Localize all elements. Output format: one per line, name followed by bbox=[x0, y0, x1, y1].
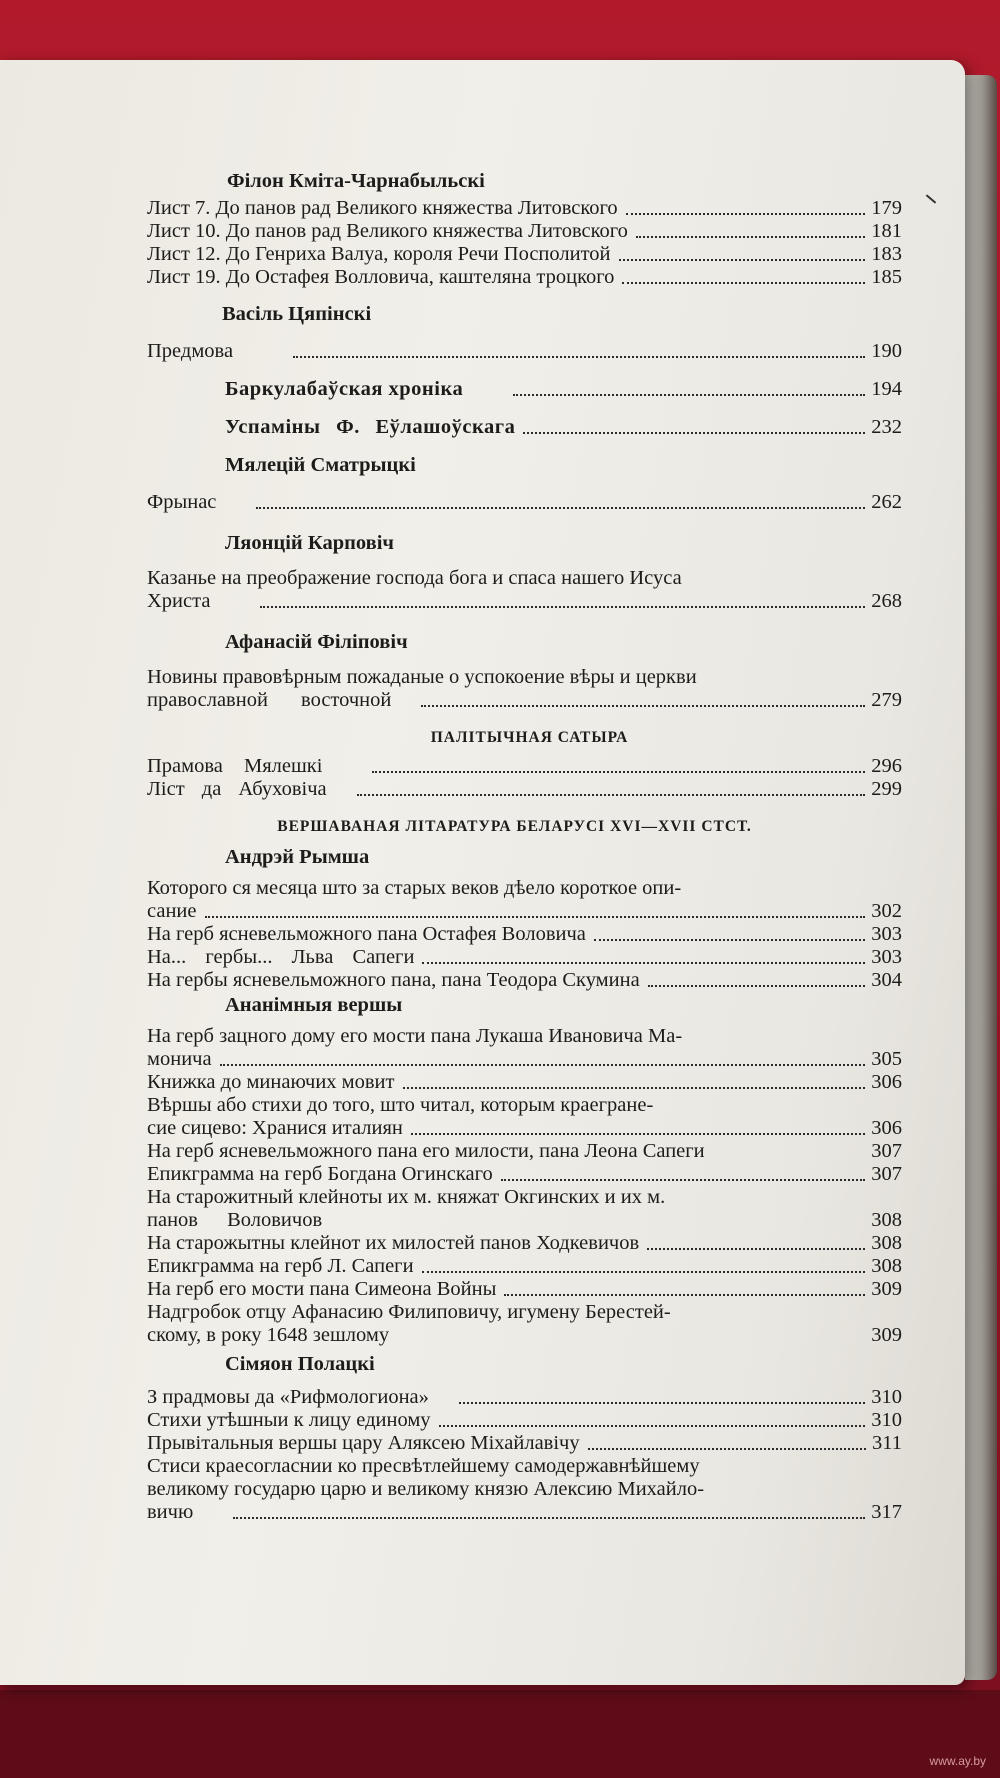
toc-entry: сание 302 bbox=[147, 900, 902, 922]
toc-entry-line: Стиси краесогласнии ко пресвѣтлейшему самодержавнѣйшему bbox=[147, 1455, 700, 1477]
toc-entry: панов Воловичов 308 bbox=[147, 1209, 902, 1231]
toc-entry: Лист 19. До Остафея Волловича, каштеляна троцкого 185 bbox=[147, 266, 902, 288]
toc-entry: Прамова Мялешкi 296 bbox=[147, 755, 902, 777]
section-heading-satire: ПАЛIТЫЧНАЯ САТЫРА bbox=[430, 729, 629, 746]
toc-entry: Лист 7. До панов рад Великого княжества Литовского 179 bbox=[147, 197, 902, 219]
toc-entry: На гербы ясневельможного пана, пана Теодора Скумина 304 bbox=[147, 969, 902, 991]
author-heading-karpovich: Ляонцiй Карповiч bbox=[225, 532, 394, 554]
toc-entry-line: На герб зацного дому его мости пана Лукаша Ивановича Ма- bbox=[147, 1025, 683, 1047]
table-of-contents bbox=[147, 170, 902, 1524]
toc-entry-line: На старожитный клейноты их м. княжат Окгинских и их м. bbox=[147, 1186, 666, 1208]
toc-entry-line: Новины правовѣрным пожаданые о успокоение вѣры и церкви bbox=[147, 666, 697, 688]
toc-entry: Христа 268 bbox=[147, 590, 902, 612]
toc-entry: Баркулабаўская хронiка 194 bbox=[225, 378, 902, 400]
toc-entry-line: великому государю царю и великому князю Алексию Михайло- bbox=[147, 1478, 705, 1500]
toc-entry: православной восточной 279 bbox=[147, 689, 902, 711]
toc-entry: Лист 10. До панов рад Великого княжества Литовского 181 bbox=[147, 220, 902, 242]
author-heading-polacki: Сiмяон Полацкi bbox=[225, 1353, 375, 1375]
toc-entry: Лiст да Абуховiча 299 bbox=[147, 778, 902, 800]
author-heading-rymsha: Андрэй Рымша bbox=[225, 846, 370, 868]
toc-entry: монича 305 bbox=[147, 1048, 902, 1070]
toc-entry: Прывiтальныя вершы цару Аляксею Мiхайлавiчу 311 bbox=[147, 1432, 902, 1454]
toc-entry: На герб ясневельможного пана Остафея Воловича 303 bbox=[147, 923, 902, 945]
toc-entry: скому, в року 1648 зешлому 309 bbox=[147, 1324, 902, 1346]
author-heading-kmita: Фiлон Кмiта-Чарнабыльскi bbox=[227, 170, 485, 192]
toc-entry: На герб его мости пана Симеона Войны 309 bbox=[147, 1278, 902, 1300]
toc-entry: Предмова 190 bbox=[147, 340, 902, 362]
author-heading-smatrycki: Мялецiй Сматрыцкi bbox=[225, 454, 416, 476]
author-heading-anonymous: Ананiмныя вершы bbox=[225, 994, 403, 1016]
site-watermark: www.ay.by bbox=[929, 1754, 986, 1768]
toc-entry: Фрынас 262 bbox=[147, 491, 902, 513]
toc-entry: На старожытны клейнот их милостей панов Ходкевичов 308 bbox=[147, 1232, 902, 1254]
author-heading-cyapinski: Васiль Цяпiнскi bbox=[222, 303, 372, 325]
background-fabric bbox=[0, 1690, 1000, 1778]
toc-entry-line: Надгробок отцу Афанасию Филиповичу, игумену Берестей- bbox=[147, 1301, 671, 1323]
toc-entry: вичю 317 bbox=[147, 1501, 902, 1523]
toc-entry: Лист 12. До Генриха Валуа, короля Речи Посполитой 183 bbox=[147, 243, 902, 265]
page-edge bbox=[965, 75, 997, 1680]
section-heading-verse: ВЕРШАВАНАЯ ЛIТАРАТУРА БЕЛАРУСI XVI—XVII СТСТ. bbox=[277, 818, 752, 835]
toc-entry: сие сицево: Хранися италиян 306 bbox=[147, 1117, 902, 1139]
toc-entry: Епикграмма на герб Богдана Огинскаго 307 bbox=[147, 1163, 902, 1185]
toc-entry-line: Казанье на преображение господа бога и спаса нашего Исуса bbox=[147, 567, 682, 589]
author-heading-filipovich: Афанасiй Фiлiповiч bbox=[225, 631, 408, 653]
toc-entry: Стихи утѣшныи к лицу единому 310 bbox=[147, 1409, 902, 1431]
toc-entry-line: Вѣршы або стихи до того, што читал, которым краегране- bbox=[147, 1094, 654, 1116]
toc-entry: Епикграмма на герб Л. Сапеги 308 bbox=[147, 1255, 902, 1277]
toc-entry: З прадмовы да «Рифмологиона» 310 bbox=[147, 1386, 902, 1408]
toc-entry: На... гербы... Льва Сапеги 303 bbox=[147, 946, 902, 968]
toc-entry: На герб ясневельможного пана его милости, пана Леона Сапеги 307 bbox=[147, 1140, 902, 1162]
toc-entry: Успамiны Ф. Еўлашоўскага 232 bbox=[225, 416, 902, 438]
toc-entry: Книжка до минаючих мовит 306 bbox=[147, 1071, 902, 1093]
toc-entry-line: Которого ся месяца што за старых веков дѣело короткое опи- bbox=[147, 877, 682, 899]
